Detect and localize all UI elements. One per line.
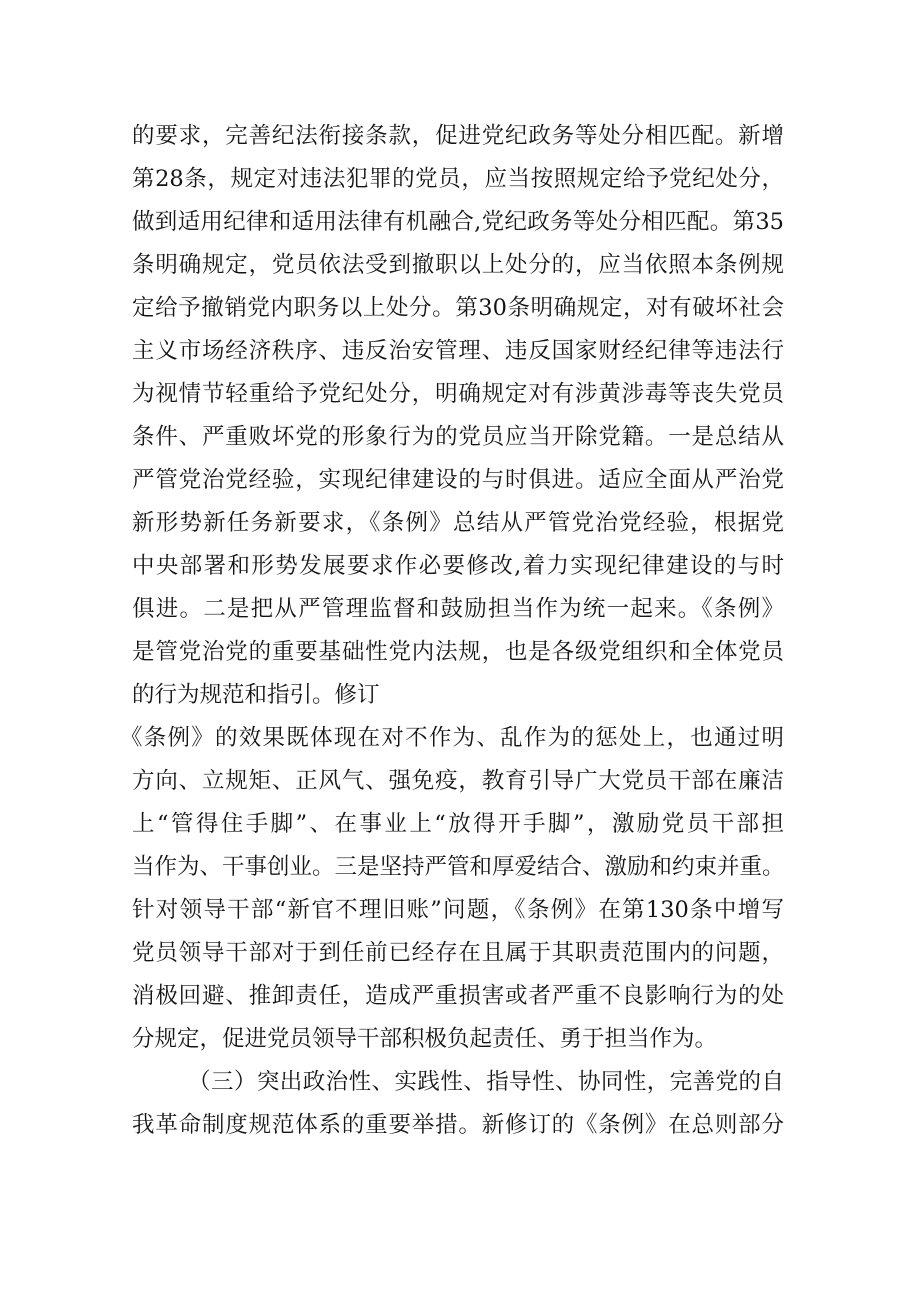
- text-line: 的要求，完善纪法衔接条款，促进党纪政务等处分相匹配。新增: [132, 123, 784, 149]
- text-line: 消极回避、推卸责任，造成严重损害或者严重不良影响行为的处: [132, 983, 784, 1009]
- text-line: 为视情节轻重给予党纪处分，明确规定对有涉黄涉毒等丧失党员: [132, 381, 784, 407]
- text-line: 方向、立规矩、正风气、强免疫，教育引导广大党员干部在廉洁: [132, 768, 784, 794]
- section-heading-line: （三）突出政治性、实践性、指导性、协同性，完善党的自: [188, 1069, 784, 1095]
- text-line: 定给予撤销党内职务以上处分。第30条明确规定，对有破坏社会: [132, 295, 784, 321]
- text-line: 主义市场经济秩序、违反治安管理、违反国家财经纪律等违法行: [132, 338, 784, 364]
- text-line: 新形势新任务新要求，《条例》总结从严管党治党经验，根据党: [132, 510, 784, 536]
- text-line: 针对领导干部“新官不理旧账”问题，《条例》在第130条中增写: [132, 897, 784, 923]
- text-line: 当作为、干事创业。三是坚持严管和厚爱结合、激励和约束并重。: [132, 854, 785, 880]
- text-line: 中央部署和形势发展要求作必要修改,着力实现纪律建设的与时: [132, 553, 784, 579]
- text-line: 上“管得住手脚”、在事业上“放得开手脚”，激励党员干部担: [132, 811, 784, 837]
- text-line: 党员领导干部对于到任前已经存在且属于其职责范围内的问题，: [132, 940, 784, 966]
- text-line: 做到适用纪律和适用法律有机融合,党纪政务等处分相匹配。第35: [132, 209, 784, 235]
- text-line: 《条例》的效果既体现在对不作为、乱作为的惩处上，也通过明: [120, 725, 784, 751]
- text-line: 严管党治党经验，实现纪律建设的与时俱进。适应全面从严治党: [132, 467, 784, 493]
- text-line: 是管党治党的重要基础性党内法规，也是各级党组织和全体党员: [132, 639, 784, 665]
- text-line: 我革命制度规范体系的重要举措。新修订的《条例》在总则部分: [132, 1112, 784, 1138]
- text-line: 条件、严重败坏党的形象行为的党员应当开除党籍。一是总结从: [132, 424, 784, 450]
- text-line: 的行为规范和指引。修订: [132, 682, 380, 708]
- text-line: 条明确规定，党员依法受到撤职以上处分的，应当依照本条例规: [132, 252, 784, 278]
- text-line: 分规定，促进党员领导干部积极负起责任、勇于担当作为。: [132, 1026, 718, 1052]
- text-line: 俱进。二是把从严管理监督和鼓励担当作为统一起来。《条例》: [132, 596, 784, 622]
- text-line: 第28条，规定对违法犯罪的党员，应当按照规定给予党纪处分，: [132, 166, 784, 192]
